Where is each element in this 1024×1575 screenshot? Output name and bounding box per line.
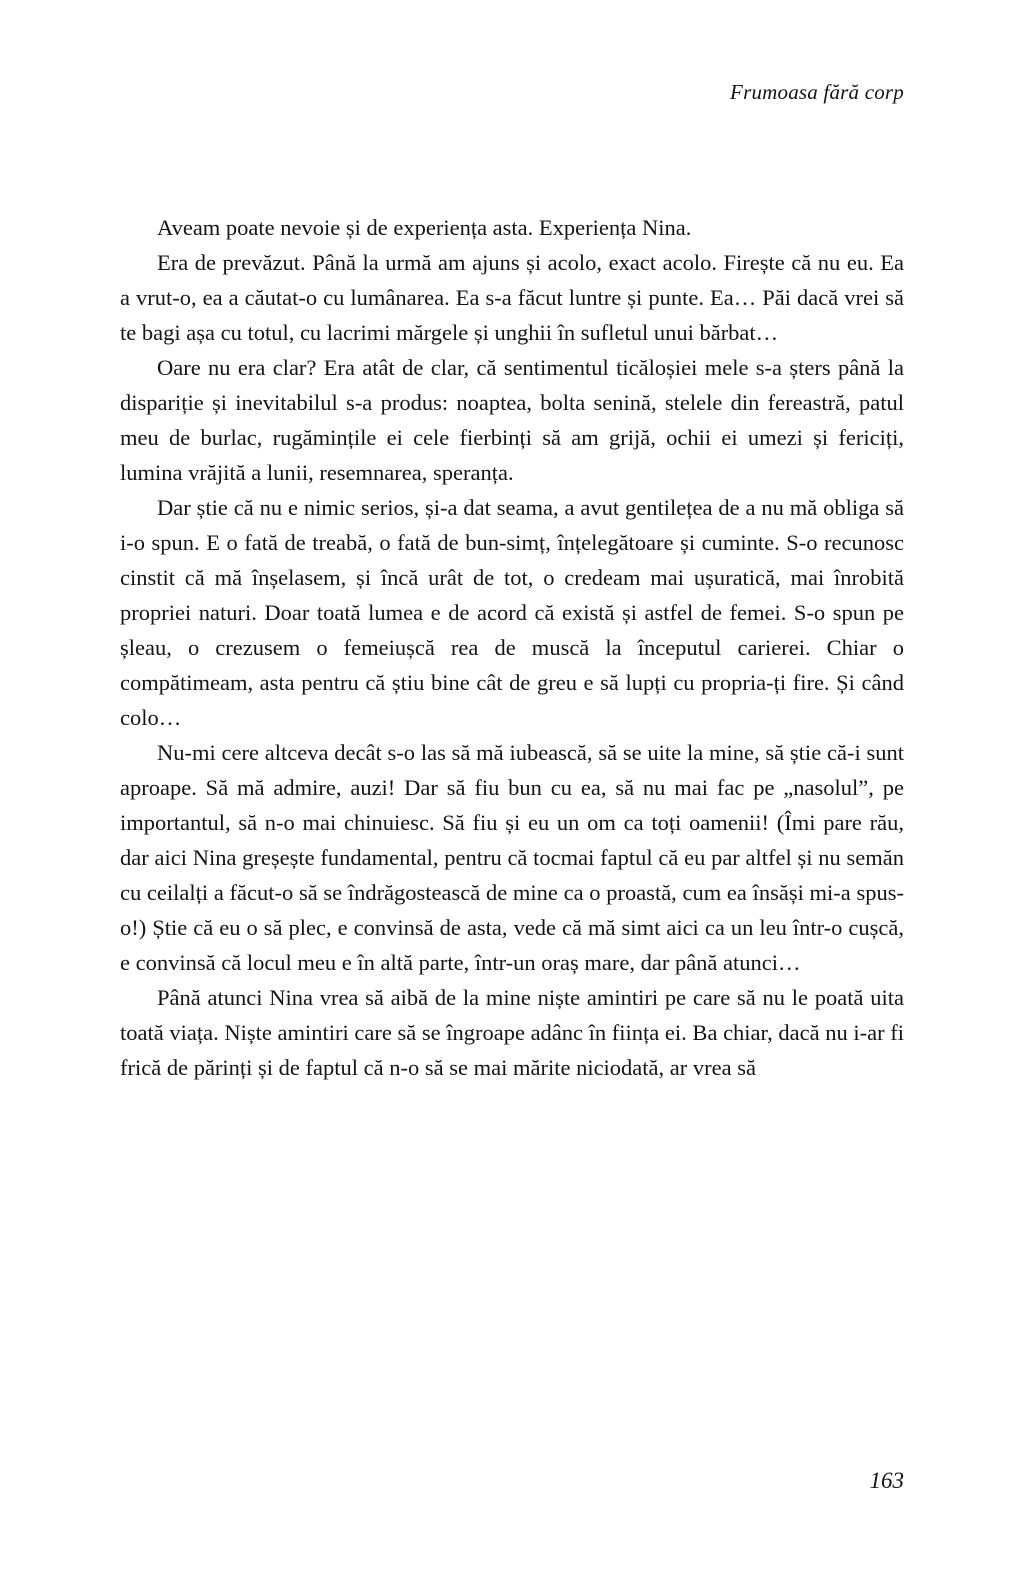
paragraph: Nu-mi cere altceva decât s-o las să mă iubească, să se uite la mine, să știe că-i sunt aproape. Să mă admire, auzi! Dar să fiu bun cu ea, să nu mai fac pe „nasolul”, pe importantul, să n-o mai chinuiesc. Să fiu și eu un om ca toți oamenii! (Îmi pare rău, dar aici Nina greșește fundamental, pentru că tocmai faptul că eu par altfel și nu semăn cu ceilalți a făcut-o să se îndrăgostească de mine ca o proastă, cum ea însăși mi-a spus-o!) Știe că eu o să plec, e convinsă de asta, vede că mă simt aici ca un leu într-o cușcă, e convinsă că locul meu e în altă parte, într-un oraș mare, dar până atunci… bbox=[120, 740, 904, 975]
paragraph: Aveam poate nevoie și de experiența asta. Experiența Nina. bbox=[157, 215, 692, 240]
paragraph: Până atunci Nina vrea să aibă de la mine niște amintiri pe care să nu le poată uita toată viața. Niște amintiri care să se îngroape adânc în ființa ei. Ba chiar, dacă nu i-ar fi frică de părinți și de faptul că n-o să se mai mărite niciodată, ar vrea să bbox=[120, 985, 904, 1080]
paragraph: Era de prevăzut. Până la urmă am ajuns și acolo, exact acolo. Firește că nu eu. Ea a vrut-o, ea a căutat-o cu lumânarea. Ea s-a făcut luntre și punte. Ea… Păi dacă vrei să te bagi așa cu totul, cu lacrimi mărgele și unghii în sufletul unui bărbat… bbox=[120, 250, 904, 345]
paragraph: Oare nu era clar? Era atât de clar, că sentimentul ticăloșiei mele s-a șters până la dispariție și inevitabilul s-a produs: noaptea, bolta senină, stelele din fereastră, patul meu de burlac, rugămințile ei cele fierbinți să am grijă, ochii ei umezi și fericiți, lumina vrăjită a lunii, resemnarea, speranța. bbox=[120, 355, 904, 485]
text-block bbox=[120, 210, 904, 1085]
paragraph: Dar știe că nu e nimic serios, și-a dat seama, a avut gentilețea de a nu mă obliga să i-o spun. E o fată de treabă, o fată de bun-simț, înțelegătoare și cuminte. S-o recunosc cinstit că mă înșelasem, și încă urât de tot, o credeam mai ușuratică, mai înrobită propriei naturi. Doar toată lumea e de acord că există și astfel de femei. S-o spun pe șleau, o crezusem o femeiușcă rea de muscă la începutul carierei. Chiar o compătimeam, asta pentru că știu bine cât de greu e să lupți cu propria-ți fire. Și când colo… bbox=[120, 495, 904, 730]
running-header: Frumoasa fără corp bbox=[730, 80, 904, 104]
page-number: 163 bbox=[869, 1468, 904, 1493]
